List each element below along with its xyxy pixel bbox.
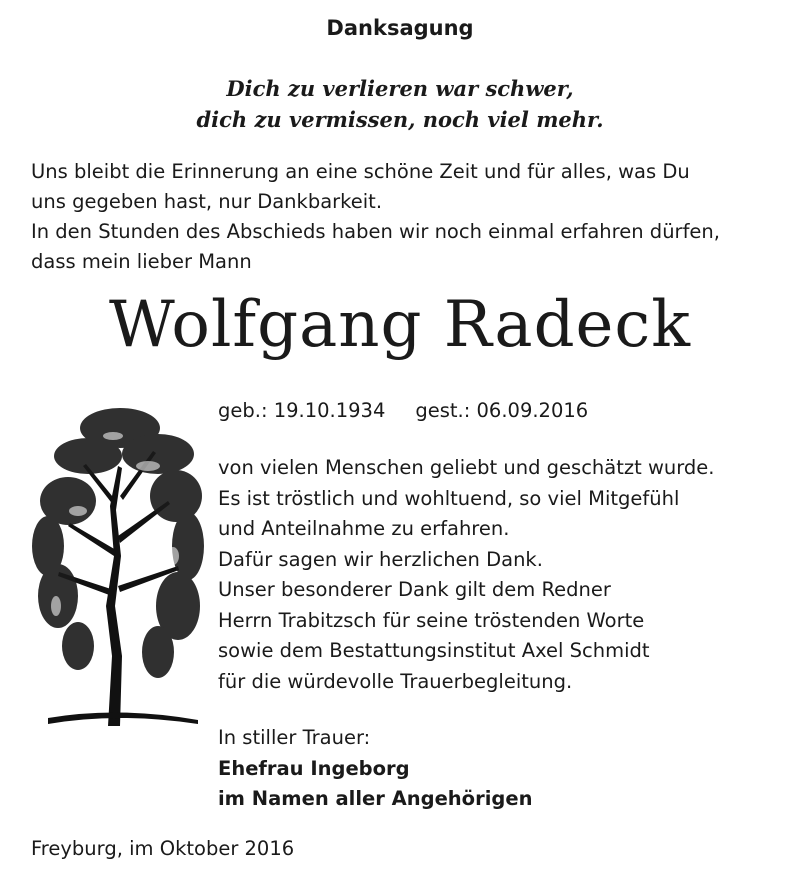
body-line: sowie dem Bestattungsinstitut Axel Schmidt (218, 639, 650, 662)
thanks-paragraph (218, 453, 715, 697)
deceased-name: Wolfgang Radeck (108, 288, 692, 362)
body-line: Es ist tröstlich und wohltuend, so viel Mitgefühl (218, 486, 680, 510)
mourning-signature (218, 723, 532, 815)
motto (0, 73, 800, 135)
mourning-intro: In stiller Trauer: (218, 726, 371, 749)
death-date: gest.: 06.09.2016 (415, 399, 589, 422)
body-line: Dafür sagen wir herzlichen Dank. (218, 547, 543, 571)
place-date: Freyburg, im Oktober 2016 (31, 837, 295, 860)
body-line: Unser besonderer Dank gilt dem Redner (218, 578, 611, 601)
mourner-wife: Ehefrau Ingeborg (218, 756, 410, 780)
heading: Danksagung (326, 16, 474, 40)
body-line: von vielen Menschen geliebt und geschätzt wurde. (218, 456, 715, 479)
intro-line: uns gegeben hast, nur Dankbarkeit. (31, 190, 383, 213)
motto-line-1: Dich zu verlieren war schwer, (226, 76, 574, 101)
mourner-family: im Namen aller Angehörigen (218, 787, 533, 810)
intro-line: Uns bleibt die Erinnerung an eine schöne Zeit und für alles, was Du (31, 160, 690, 183)
body-line: Herrn Trabitzsch für seine tröstenden Worte (218, 608, 645, 632)
birth-date: geb.: 19.10.1934 (218, 399, 386, 422)
intro-paragraph (31, 157, 791, 277)
intro-line: dass mein lieber Mann (31, 250, 252, 273)
intro-line: In den Stunden des Abschieds haben wir noch einmal erfahren dürfen, (31, 220, 720, 243)
body-line: für die würdevolle Trauerbegleitung. (218, 669, 573, 693)
life-dates (218, 399, 588, 422)
motto-line-2: dich zu vermissen, noch viel mehr. (196, 107, 604, 132)
birch-tree-icon (28, 406, 206, 726)
body-line: und Anteilnahme zu erfahren. (218, 517, 510, 540)
